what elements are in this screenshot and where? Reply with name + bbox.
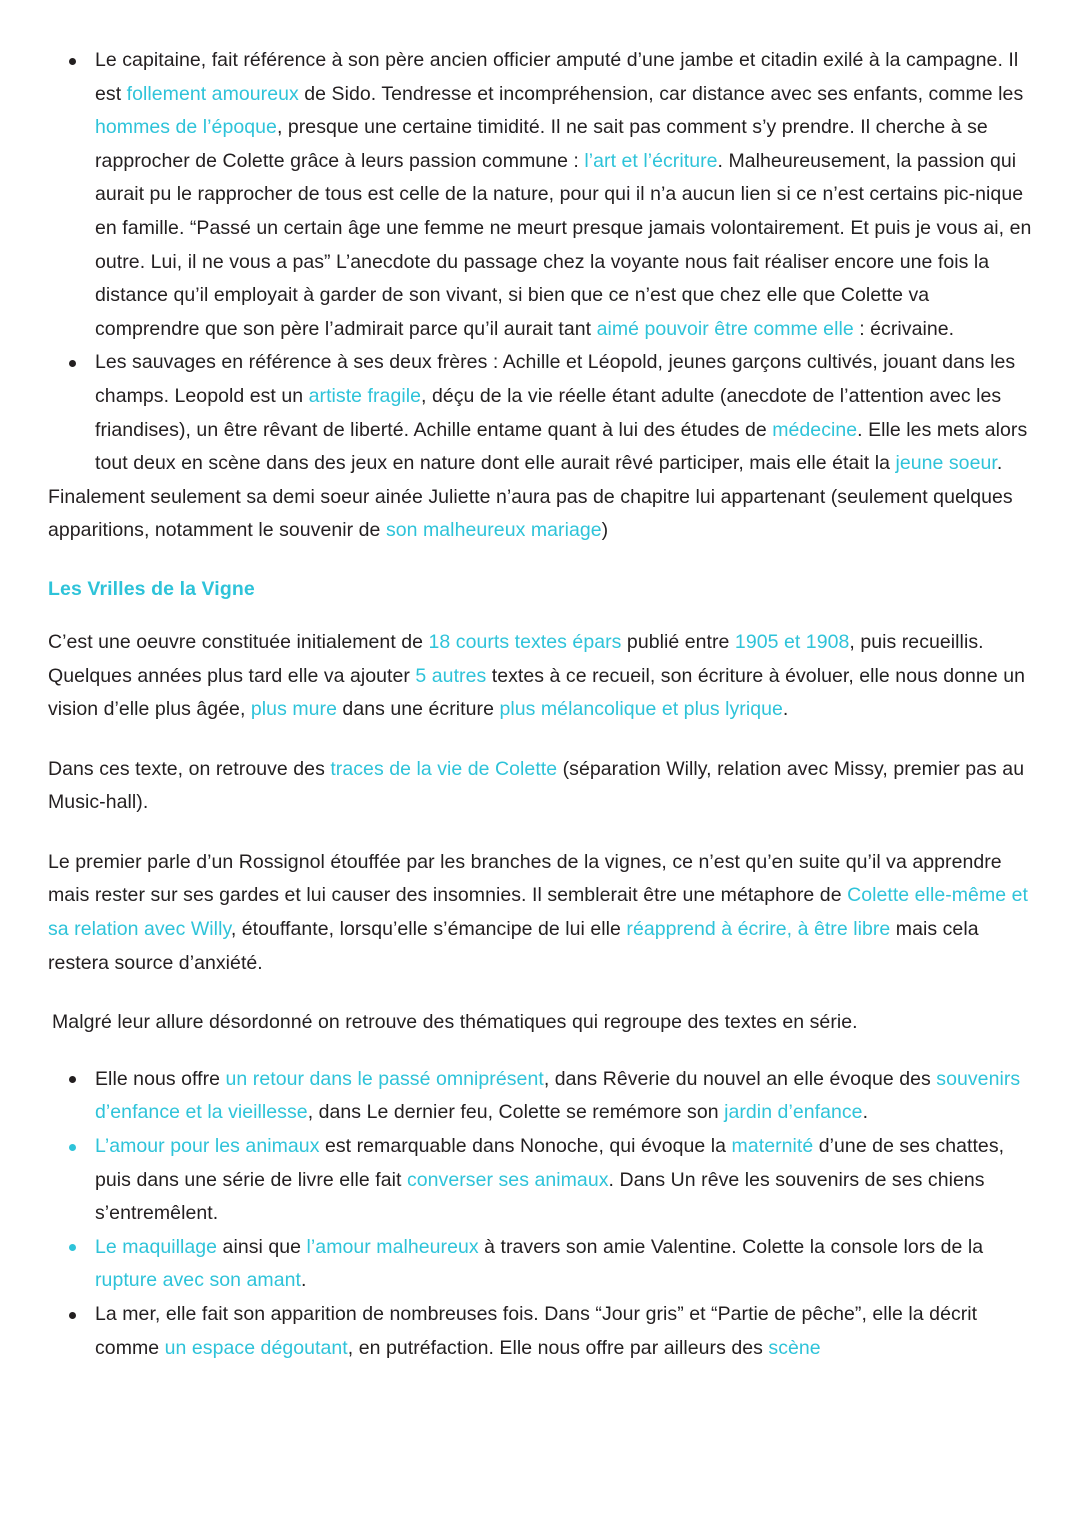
highlighted-text: traces de la vie de Colette [330,757,558,780]
list-item [48,346,1032,480]
body-text: Le capitaine, fait référence à son père ancien officier amputé d’une jambe et citadin exilé à la campagne. Il est [95,49,1019,105]
body-text: C’est une oeuvre constituée initialement de [48,630,429,653]
bullet-dot-icon [69,1144,76,1151]
bullet-dot-icon [69,1244,76,1251]
highlighted-text: artiste fragile [308,384,422,407]
body-text: . Elle les mets alors tout deux en scène dans des jeux en nature dont elle aurait rêvé participer, mais elle était la [95,418,1028,475]
highlighted-text: l’art et l’écriture [584,149,718,172]
body-text: Le premier parle d’un Rossignol étouffée par les branches de la vignes, ce n’est qu’en suite qu’il va apprendre mais rester sur ses gardes et lui causer des insomnies. Il semblerait être une métaphore de [48,850,1002,907]
body-text: d’une de ses chattes, puis dans une série de livre elle fait [95,1135,1005,1191]
paragraph-oeuvre [48,626,1032,727]
body-text: de Sido. Tendresse et incompréhension, car distance avec ses enfants, comme les [298,82,1024,105]
body-text: (séparation Willy, relation avec Missy, premier pas au Music-hall). [48,757,1025,814]
bullet-dot-icon [69,360,76,367]
body-text: est remarquable dans Nonoche, qui évoque la [319,1135,732,1158]
body-text: . Dans Un rêve les souvenirs de ses chiens s’entremêlent. [95,1168,985,1225]
list-item [48,1063,1032,1130]
highlighted-text: converser ses animaux [406,1168,609,1191]
highlighted-text: scène [768,1336,821,1359]
list-item-text [95,1135,1004,1224]
body-text: , puis recueillis. Quelques années plus tard elle va ajouter [48,630,984,687]
highlighted-text: un retour dans le passé omniprésent [225,1067,544,1090]
list-item [48,1130,1032,1231]
highlighted-text: souvenirs d’enfance et la vieillesse [95,1067,1021,1124]
body-text: dans une écriture [336,698,500,721]
highlighted-text: l’amour malheureux [306,1235,479,1258]
highlighted-text: médecine [772,418,858,441]
highlighted-text: 18 courts textes épars [428,630,622,653]
highlighted-text: aimé pouvoir être comme elle [596,317,854,340]
list-item-text [95,1068,1020,1124]
body-text: Finalement seulement sa demi soeur ainée Juliette n’aura pas de chapitre lui appartenant (seulement quelques apparitions, notamment le souvenir de [48,485,1013,542]
list-item [48,1231,1032,1298]
body-text: , dans Le dernier feu, Colette se remémore son [307,1101,725,1124]
body-text: La mer, elle fait son apparition de nombreuses fois. Dans “Jour gris” et “Partie de pêche”, elle la décrit comme [95,1303,978,1359]
list-item-text [95,49,1031,340]
section-heading-vrilles: Les Vrilles de la Vigne [48,577,255,600]
body-text: . Malheureusement, la passion qui aurait pu le rapprocher de tous est celle de la nature, pour qui il n’a aucun lien si ce n’est certains pic-nique en famille. “Passé un certain âge une femme ne meurt presque jamais volontairement. Et puis je vous ai, en outre. Lui, il ne vous a pas” L’anecdote du passage chez la voyante nous fait réaliser encore une fois la distance qu’il employait à garder de son vivant, si bien que ce n’est que chez elle que Colette va comprendre que son père l’admirait parce qu’il aurait tant [95,149,1032,340]
highlighted-text: plus mure [250,698,337,721]
body-text: Les sauvages en référence à ses deux frères : Achille et Léopold, jeunes garçons cultivés, jouant dans les champs. Leopold est un [95,351,1016,407]
highlighted-text: Colette elle-même et sa relation avec Willy [48,884,1028,941]
highlighted-text: maternité [731,1135,814,1158]
body-text: . [300,1269,307,1292]
body-text: mais cela restera source d’anxiété. [48,918,979,974]
body-text: , dans Rêverie du nouvel an elle évoque des [543,1067,937,1090]
bullet-dot-icon [69,58,76,65]
paragraph-rossignol [48,846,1032,980]
body-text: Elle nous offre [95,1067,226,1090]
body-text: publié entre [621,630,735,653]
highlighted-text: un espace dégoutant [164,1336,348,1359]
highlighted-text: 5 autres [415,664,487,687]
list-item-text [95,1236,983,1292]
body-text: Dans ces texte, on retrouve des [48,757,331,780]
list-item [48,1298,1032,1365]
body-text: . [862,1101,869,1124]
body-text: . [996,452,1003,475]
highlighted-text: Le maquillage [95,1235,218,1258]
body-text: , presque une certaine timidité. Il ne sait pas comment s’y prendre. Il cherche à se rapprocher de Colette grâce à leurs passion commune : [95,116,988,172]
highlighted-text: jeune soeur [895,452,997,475]
list-item-text [95,351,1027,474]
paragraph-thematiques [48,1006,1032,1040]
bullet-dot-icon [69,1076,76,1083]
highlighted-text: plus mélancolique et plus lyrique [499,698,783,721]
body-text: Malgré leur allure désordonné on retrouve des thématiques qui regroupe des textes en série. [52,1011,858,1034]
body-text: , déçu de la vie réelle étant adulte (anecdote de l’attention avec les friandises), un être rêvant de liberté. Achille entame quant à lui des études de [95,384,1002,441]
body-text: textes à ce recueil, son écriture à évoluer, elle nous donne un vision d’elle plus âgée, [48,664,1025,721]
bullet-list-thematiques [48,1063,1032,1365]
list-item-text [95,1303,977,1359]
body-text: ) [601,519,609,542]
body-text: à travers son amie Valentine. Colette la console lors de la [478,1235,984,1258]
body-text: : écrivaine. [853,317,955,340]
highlighted-text: follement amoureux [126,82,299,105]
highlighted-text: L’amour pour les animaux [95,1135,320,1158]
list-item [48,44,1032,346]
body-text: ainsi que [217,1235,307,1258]
highlighted-text: rupture avec son amant [95,1269,301,1292]
highlighted-text: son malheureux mariage [385,519,602,542]
highlighted-text: jardin d’enfance [724,1101,863,1124]
bullet-list-personnages [48,44,1032,481]
body-text: , étouffante, lorsqu’elle s’émancipe de lui elle [230,918,627,941]
body-text: , en putréfaction. Elle nous offre par ailleurs des [347,1336,769,1359]
body-text: . [782,698,789,721]
paragraph-traces-vie [48,753,1032,820]
bullet-dot-icon [69,1312,76,1319]
paragraph-juliette [48,481,1032,548]
highlighted-text: 1905 et 1908 [734,630,850,653]
highlighted-text: hommes de l’époque [95,116,277,139]
highlighted-text: réapprend à écrire, à être libre [626,918,891,941]
